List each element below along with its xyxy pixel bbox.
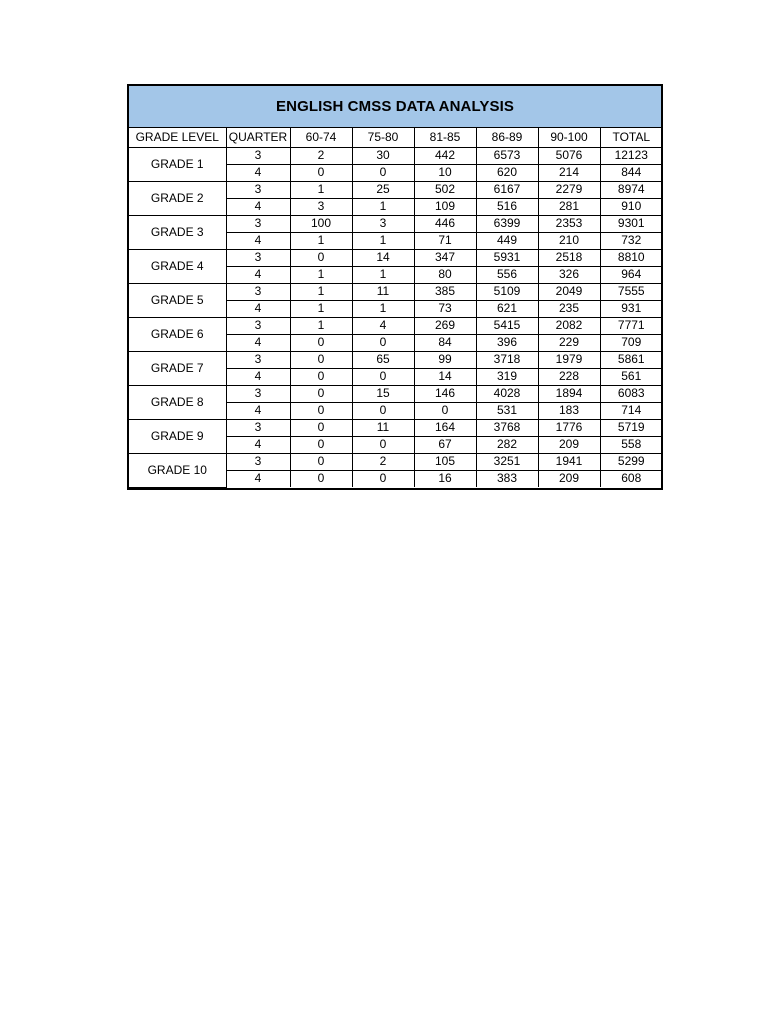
cell-range-86-89: 6167 xyxy=(476,181,538,198)
header-range-75-80: 75-80 xyxy=(352,128,414,147)
cell-range-60-74: 0 xyxy=(290,436,352,453)
table-row xyxy=(129,249,662,266)
cell-range-81-85: 0 xyxy=(414,402,476,419)
cell-range-86-89: 6573 xyxy=(476,147,538,164)
cell-range-81-85: 16 xyxy=(414,470,476,487)
header-range-90-100: 90-100 xyxy=(538,128,600,147)
cell-range-81-85: 73 xyxy=(414,300,476,317)
cell-range-81-85: 80 xyxy=(414,266,476,283)
cell-total: 5861 xyxy=(600,351,662,368)
cell-range-90-100: 2353 xyxy=(538,215,600,232)
cell-range-60-74: 1 xyxy=(290,300,352,317)
cell-range-60-74: 0 xyxy=(290,453,352,470)
cell-range-81-85: 105 xyxy=(414,453,476,470)
cell-range-86-89: 3768 xyxy=(476,419,538,436)
cell-range-75-80: 11 xyxy=(352,419,414,436)
cell-range-90-100: 235 xyxy=(538,300,600,317)
grade-level-cell: GRADE 2 xyxy=(129,181,226,215)
cell-range-60-74: 0 xyxy=(290,470,352,487)
header-quarter: QUARTER xyxy=(226,128,290,147)
cell-total: 6083 xyxy=(600,385,662,402)
cell-range-90-100: 209 xyxy=(538,436,600,453)
cell-quarter: 4 xyxy=(226,334,290,351)
header-total: TOTAL xyxy=(600,128,662,147)
cell-quarter: 3 xyxy=(226,215,290,232)
cell-total: 5719 xyxy=(600,419,662,436)
cell-range-90-100: 210 xyxy=(538,232,600,249)
cell-range-60-74: 0 xyxy=(290,334,352,351)
cell-range-75-80: 1 xyxy=(352,300,414,317)
cell-range-90-100: 229 xyxy=(538,334,600,351)
cell-range-86-89: 282 xyxy=(476,436,538,453)
cell-range-86-89: 621 xyxy=(476,300,538,317)
cell-total: 844 xyxy=(600,164,662,181)
cell-range-75-80: 15 xyxy=(352,385,414,402)
cell-range-90-100: 2279 xyxy=(538,181,600,198)
table-row xyxy=(129,419,662,436)
cell-quarter: 4 xyxy=(226,402,290,419)
cell-range-60-74: 0 xyxy=(290,164,352,181)
cell-range-86-89: 5931 xyxy=(476,249,538,266)
cell-total: 12123 xyxy=(600,147,662,164)
cell-quarter: 4 xyxy=(226,266,290,283)
cell-range-90-100: 209 xyxy=(538,470,600,487)
grade-level-cell: GRADE 7 xyxy=(129,351,226,385)
grade-level-cell: GRADE 3 xyxy=(129,215,226,249)
cell-range-90-100: 228 xyxy=(538,368,600,385)
cell-range-60-74: 1 xyxy=(290,181,352,198)
cell-total: 7771 xyxy=(600,317,662,334)
cell-range-86-89: 531 xyxy=(476,402,538,419)
cell-range-75-80: 0 xyxy=(352,402,414,419)
cell-range-60-74: 0 xyxy=(290,351,352,368)
cell-total: 732 xyxy=(600,232,662,249)
cell-quarter: 4 xyxy=(226,436,290,453)
cell-range-60-74: 2 xyxy=(290,147,352,164)
table-row xyxy=(129,453,662,470)
cell-range-81-85: 442 xyxy=(414,147,476,164)
cell-range-60-74: 1 xyxy=(290,317,352,334)
cell-range-81-85: 67 xyxy=(414,436,476,453)
cell-range-81-85: 146 xyxy=(414,385,476,402)
cell-total: 561 xyxy=(600,368,662,385)
cell-range-75-80: 0 xyxy=(352,436,414,453)
cell-range-86-89: 396 xyxy=(476,334,538,351)
cell-range-75-80: 0 xyxy=(352,334,414,351)
cell-total: 964 xyxy=(600,266,662,283)
grade-level-cell: GRADE 9 xyxy=(129,419,226,453)
cell-total: 9301 xyxy=(600,215,662,232)
cell-total: 910 xyxy=(600,198,662,215)
cell-range-75-80: 0 xyxy=(352,368,414,385)
cell-quarter: 3 xyxy=(226,147,290,164)
cell-range-90-100: 326 xyxy=(538,266,600,283)
cell-range-86-89: 6399 xyxy=(476,215,538,232)
table-header xyxy=(129,128,662,147)
cell-range-86-89: 620 xyxy=(476,164,538,181)
table-row xyxy=(129,317,662,334)
cell-quarter: 3 xyxy=(226,317,290,334)
cell-total: 714 xyxy=(600,402,662,419)
cell-range-81-85: 84 xyxy=(414,334,476,351)
cell-total: 931 xyxy=(600,300,662,317)
cell-quarter: 4 xyxy=(226,198,290,215)
cell-range-86-89: 449 xyxy=(476,232,538,249)
cell-range-86-89: 556 xyxy=(476,266,538,283)
cell-range-81-85: 385 xyxy=(414,283,476,300)
data-table-sheet xyxy=(127,84,663,490)
cell-range-90-100: 183 xyxy=(538,402,600,419)
cell-quarter: 3 xyxy=(226,453,290,470)
cell-total: 558 xyxy=(600,436,662,453)
cell-range-90-100: 5076 xyxy=(538,147,600,164)
cell-quarter: 4 xyxy=(226,164,290,181)
header-range-81-85: 81-85 xyxy=(414,128,476,147)
cell-range-86-89: 4028 xyxy=(476,385,538,402)
cell-range-75-80: 1 xyxy=(352,266,414,283)
cell-total: 709 xyxy=(600,334,662,351)
cell-range-60-74: 1 xyxy=(290,283,352,300)
header-range-86-89: 86-89 xyxy=(476,128,538,147)
cell-quarter: 3 xyxy=(226,181,290,198)
grade-level-cell: GRADE 10 xyxy=(129,453,226,487)
cell-range-60-74: 1 xyxy=(290,266,352,283)
cell-range-75-80: 3 xyxy=(352,215,414,232)
cell-range-75-80: 30 xyxy=(352,147,414,164)
cell-range-75-80: 14 xyxy=(352,249,414,266)
cell-total: 8974 xyxy=(600,181,662,198)
table-row xyxy=(129,385,662,402)
grade-level-cell: GRADE 4 xyxy=(129,249,226,283)
cell-range-90-100: 214 xyxy=(538,164,600,181)
cell-quarter: 3 xyxy=(226,385,290,402)
table-row xyxy=(129,181,662,198)
cell-range-75-80: 65 xyxy=(352,351,414,368)
cell-range-81-85: 446 xyxy=(414,215,476,232)
cell-quarter: 4 xyxy=(226,232,290,249)
cell-range-75-80: 1 xyxy=(352,198,414,215)
cell-range-86-89: 516 xyxy=(476,198,538,215)
cell-quarter: 3 xyxy=(226,419,290,436)
cell-range-90-100: 2049 xyxy=(538,283,600,300)
grade-level-cell: GRADE 6 xyxy=(129,317,226,351)
cell-range-81-85: 109 xyxy=(414,198,476,215)
header-row xyxy=(129,128,662,147)
cell-total: 608 xyxy=(600,470,662,487)
table-row xyxy=(129,283,662,300)
cell-range-81-85: 10 xyxy=(414,164,476,181)
cell-total: 8810 xyxy=(600,249,662,266)
cell-range-90-100: 2082 xyxy=(538,317,600,334)
cell-quarter: 3 xyxy=(226,351,290,368)
cell-range-86-89: 319 xyxy=(476,368,538,385)
table-row xyxy=(129,215,662,232)
table-row xyxy=(129,351,662,368)
cell-range-75-80: 4 xyxy=(352,317,414,334)
cell-total: 5299 xyxy=(600,453,662,470)
cell-range-60-74: 0 xyxy=(290,402,352,419)
cell-range-75-80: 1 xyxy=(352,232,414,249)
cell-range-86-89: 5415 xyxy=(476,317,538,334)
cell-range-60-74: 1 xyxy=(290,232,352,249)
cell-range-90-100: 1941 xyxy=(538,453,600,470)
cell-range-60-74: 100 xyxy=(290,215,352,232)
cell-range-86-89: 3251 xyxy=(476,453,538,470)
cell-quarter: 4 xyxy=(226,470,290,487)
cell-range-86-89: 383 xyxy=(476,470,538,487)
cell-range-81-85: 14 xyxy=(414,368,476,385)
table-row xyxy=(129,147,662,164)
cell-range-81-85: 502 xyxy=(414,181,476,198)
cell-range-81-85: 99 xyxy=(414,351,476,368)
cell-total: 7555 xyxy=(600,283,662,300)
cell-range-75-80: 0 xyxy=(352,470,414,487)
cell-range-81-85: 347 xyxy=(414,249,476,266)
cell-range-81-85: 164 xyxy=(414,419,476,436)
cell-quarter: 4 xyxy=(226,300,290,317)
table-body xyxy=(129,147,662,487)
cell-range-86-89: 5109 xyxy=(476,283,538,300)
cell-range-90-100: 1979 xyxy=(538,351,600,368)
grade-level-cell: GRADE 8 xyxy=(129,385,226,419)
cell-range-60-74: 0 xyxy=(290,368,352,385)
cell-range-75-80: 25 xyxy=(352,181,414,198)
cell-range-60-74: 0 xyxy=(290,419,352,436)
cell-range-90-100: 1894 xyxy=(538,385,600,402)
cell-range-81-85: 71 xyxy=(414,232,476,249)
cell-range-90-100: 2518 xyxy=(538,249,600,266)
header-grade-level: GRADE LEVEL xyxy=(129,128,226,147)
cell-quarter: 3 xyxy=(226,249,290,266)
cell-range-81-85: 269 xyxy=(414,317,476,334)
grade-data-table xyxy=(129,128,662,488)
grade-level-cell: GRADE 1 xyxy=(129,147,226,181)
table-title: ENGLISH CMSS DATA ANALYSIS xyxy=(129,86,661,128)
cell-range-75-80: 0 xyxy=(352,164,414,181)
cell-quarter: 4 xyxy=(226,368,290,385)
cell-range-86-89: 3718 xyxy=(476,351,538,368)
header-range-60-74: 60-74 xyxy=(290,128,352,147)
cell-range-90-100: 1776 xyxy=(538,419,600,436)
cell-range-60-74: 0 xyxy=(290,249,352,266)
cell-range-75-80: 2 xyxy=(352,453,414,470)
cell-range-75-80: 11 xyxy=(352,283,414,300)
cell-range-60-74: 3 xyxy=(290,198,352,215)
cell-range-90-100: 281 xyxy=(538,198,600,215)
grade-level-cell: GRADE 5 xyxy=(129,283,226,317)
cell-range-60-74: 0 xyxy=(290,385,352,402)
cell-quarter: 3 xyxy=(226,283,290,300)
